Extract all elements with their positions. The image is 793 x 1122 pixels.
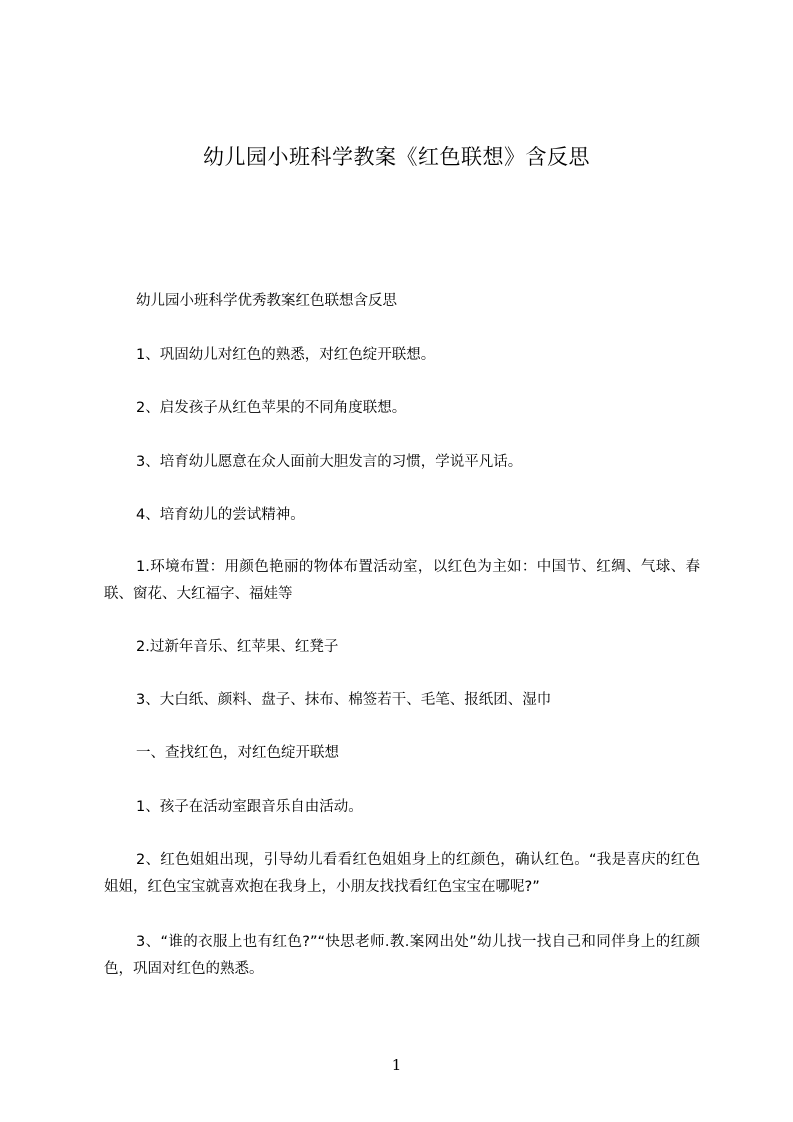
paragraph-step-3: 3、“谁的衣服上也有红色?”“快思老师.教.案网出处”幼儿找一找自己和同伴身上的红颜色，巩固对红色的熟悉。 — [104, 934, 700, 977]
paragraph-step-1: 1、孩子在活动室跟音乐自由活动。 — [136, 799, 363, 815]
page-number: 1 — [391, 1056, 402, 1074]
paragraph-goal-2: 2、启发孩子从红色苹果的不同角度联想。 — [136, 400, 407, 416]
paragraph-subtitle: 幼儿园小班科学优秀教案红色联想含反思 — [136, 293, 397, 309]
paragraph-goal-1: 1、巩固幼儿对红色的熟悉，对红色绽开联想。 — [136, 347, 436, 363]
paragraph-prep-3: 3、大白纸、颜料、盘子、抹布、棉签若干、毛笔、报纸团、湿巾 — [136, 692, 552, 708]
document-title: 幼儿园小班科学教案《红色联想》含反思 — [203, 145, 590, 169]
paragraph-prep-1: 1.环境布置：用颜色艳丽的物体布置活动室，以红色为主如：中国节、红绸、气球、春联、窗花、大红福字、福娃等 — [104, 559, 700, 602]
paragraph-goal-3: 3、培育幼儿愿意在众人面前大胆发言的习惯，学说平凡话。 — [136, 454, 523, 470]
paragraph-prep-2: 2.过新年音乐、红苹果、红凳子 — [136, 639, 339, 655]
paragraph-step-2: 2、红色姐姐出现，引导幼儿看看红色姐姐身上的红颜色，确认红色。“我是喜庆的红色姐姐，红色宝宝就喜欢抱在我身上，小朋友找找看红色宝宝在哪呢?” — [104, 852, 700, 895]
paragraph-section-heading: 一、查找红色，对红色绽开联想 — [136, 745, 339, 761]
paragraph-goal-4: 4、培育幼儿的尝试精神。 — [136, 507, 305, 523]
